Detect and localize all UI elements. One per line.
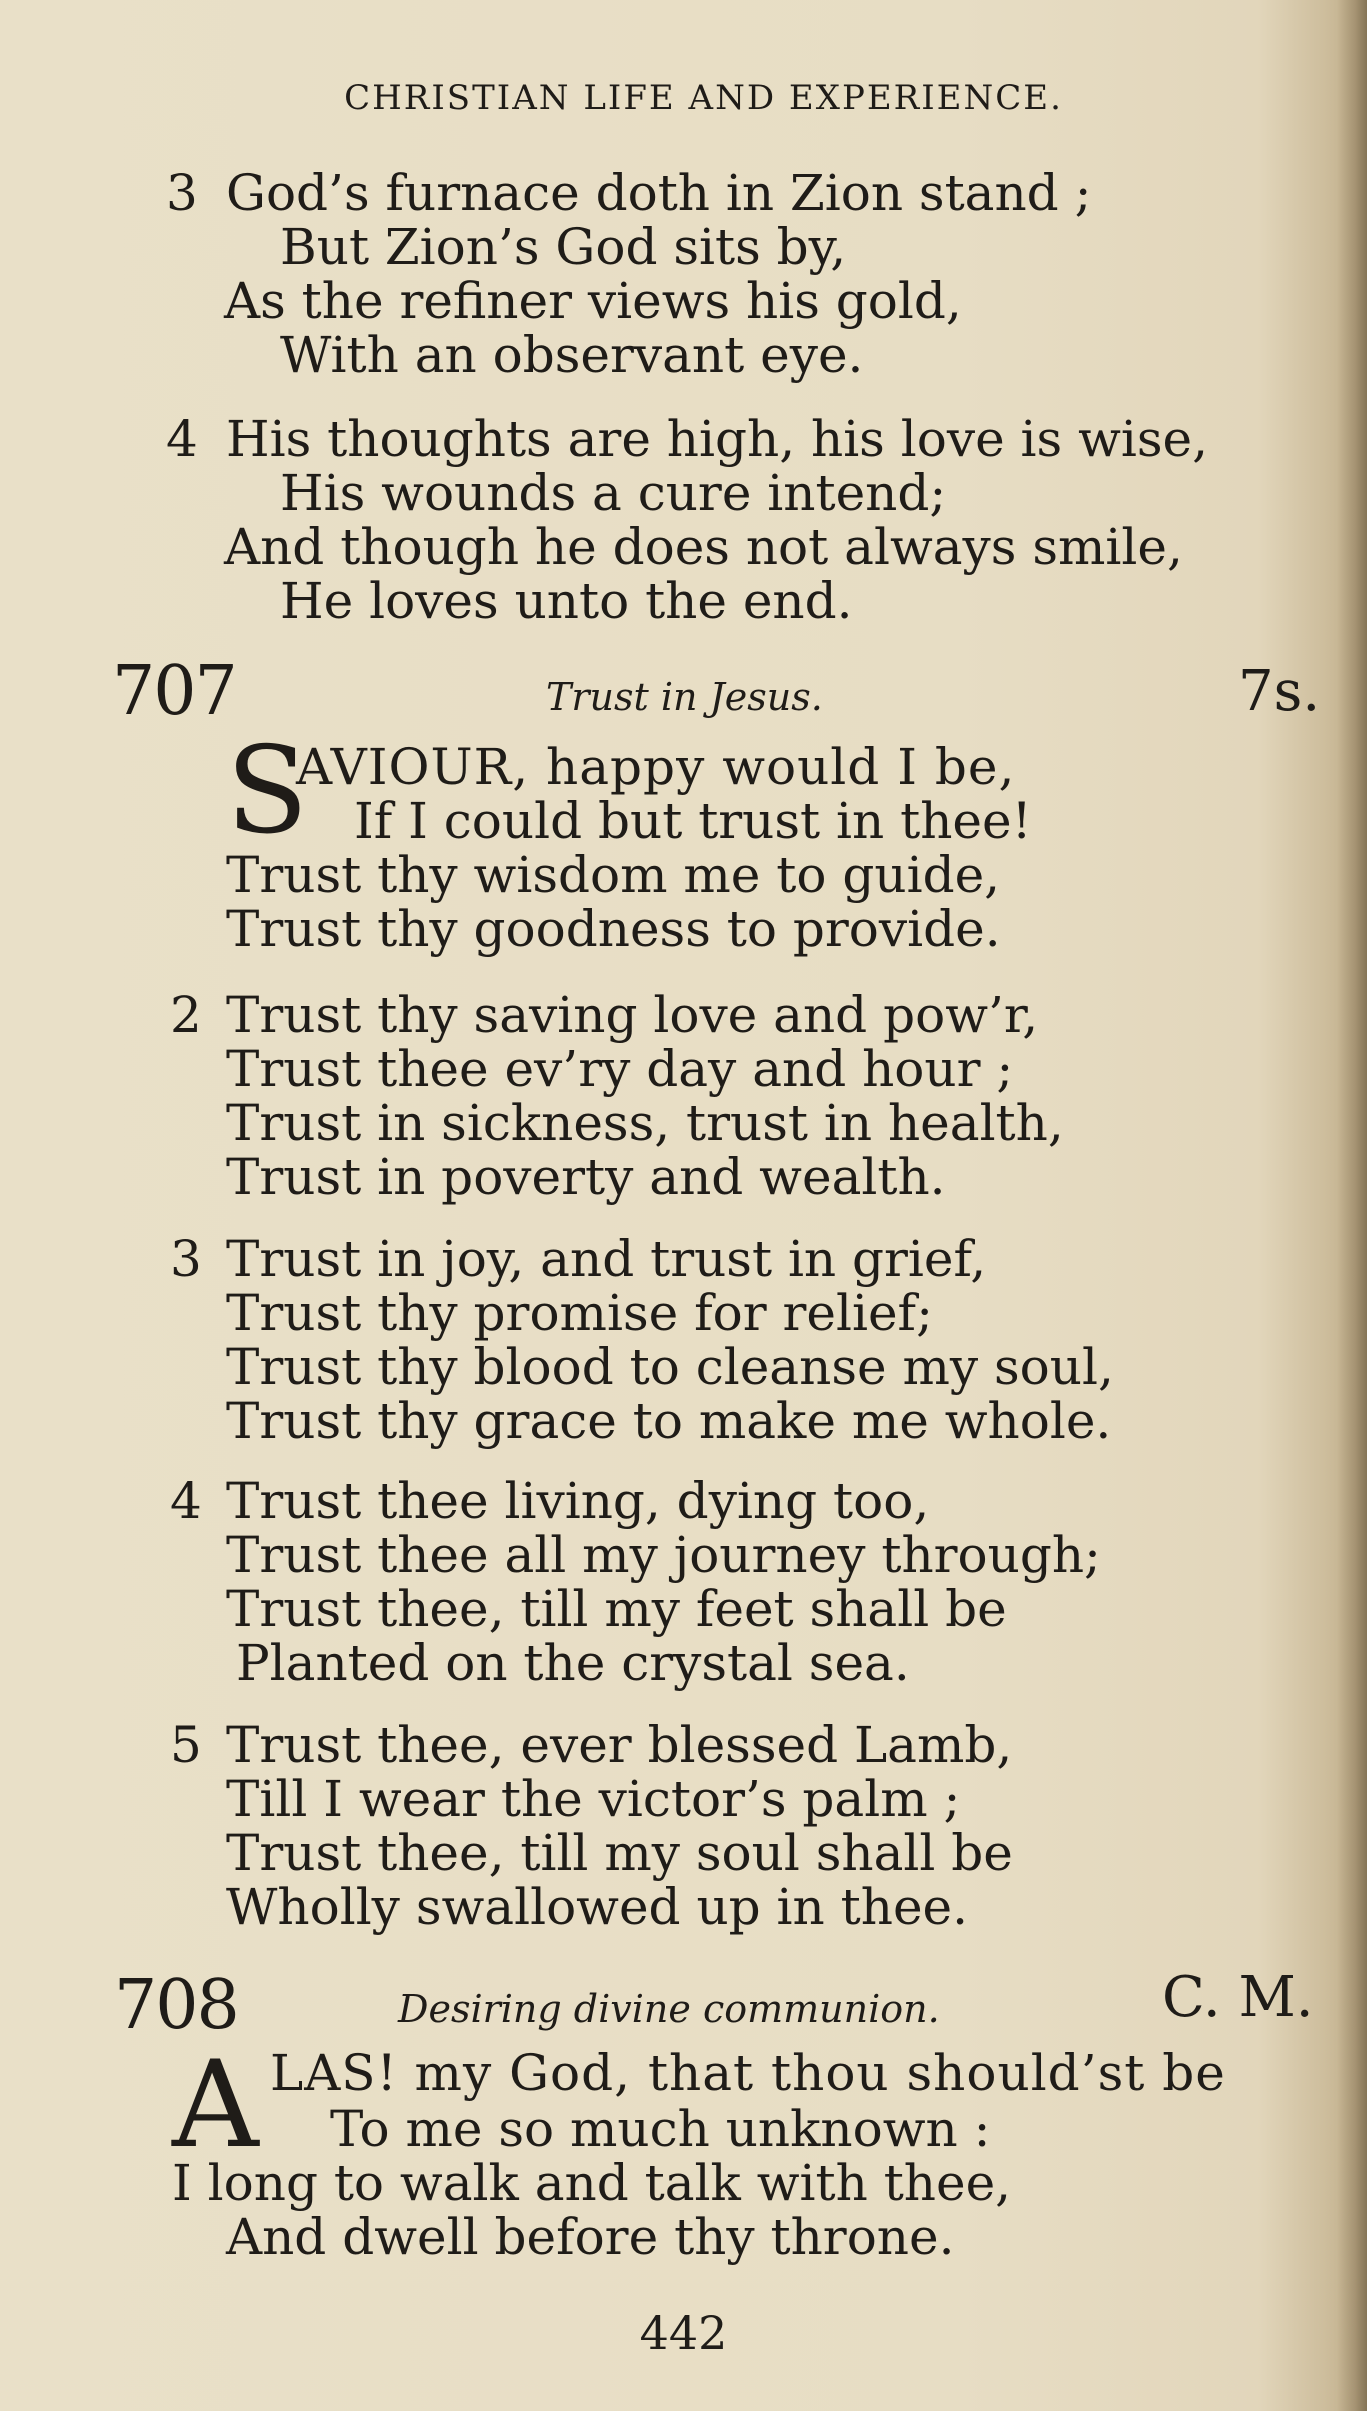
verse-line: Trust thy promise for relief; xyxy=(226,1284,933,1342)
verse-line: He loves unto the end. xyxy=(280,572,853,630)
verse-line: God’s furnace doth in Zion stand ; xyxy=(226,164,1092,222)
verse-line: Trust thy saving love and pow’r, xyxy=(226,986,1039,1044)
verse-line: AVIOUR, happy would I be, xyxy=(296,738,1016,796)
drop-cap: S xyxy=(226,722,309,861)
verse-number: 2 xyxy=(170,986,202,1044)
verse-line: Trust thee, till my soul shall be xyxy=(226,1824,1013,1882)
running-header: CHRISTIAN LIFE AND EXPERIENCE. xyxy=(344,78,1063,118)
hymn-number: 708 xyxy=(114,1966,238,2045)
verse-line: Trust thy goodness to provide. xyxy=(226,900,1001,958)
verse-line: Planted on the crystal sea. xyxy=(236,1634,910,1692)
verse-line: As the refiner views his gold, xyxy=(224,272,962,330)
hymn-meter: 7s. xyxy=(1238,659,1321,724)
verse-number: 4 xyxy=(170,1472,202,1530)
verse-line: To me so much unknown : xyxy=(330,2100,991,2158)
verse-line: Wholly swallowed up in thee. xyxy=(226,1878,969,1936)
verse-line: Trust thee, ever blessed Lamb, xyxy=(226,1716,1013,1774)
hymn-title: Desiring divine communion. xyxy=(398,1987,940,2031)
verse-line: Trust thee all my journey through; xyxy=(226,1526,1101,1584)
verse-line: Trust thee living, dying too, xyxy=(226,1472,930,1530)
verse-line: LAS! my God, that thou should’st be xyxy=(270,2044,1226,2102)
page-edge-shadow xyxy=(1337,0,1367,2411)
drop-cap: A xyxy=(172,2036,259,2175)
hymn-title: Trust in Jesus. xyxy=(546,675,823,719)
verse-line: Trust thy blood to cleanse my soul, xyxy=(226,1338,1114,1396)
verse-line: His thoughts are high, his love is wise, xyxy=(226,410,1209,468)
verse-line: Trust thy wisdom me to guide, xyxy=(226,846,1001,904)
verse-line: I long to walk and talk with thee, xyxy=(172,2154,1012,2212)
verse-line: But Zion’s God sits by, xyxy=(280,218,847,276)
verse-number: 3 xyxy=(170,1230,202,1288)
verse-number: 4 xyxy=(166,410,198,468)
verse-line: Trust thee ev’ry day and hour ; xyxy=(226,1040,1014,1098)
hymn-number: 707 xyxy=(112,652,236,731)
page-number: 442 xyxy=(639,2306,728,2360)
verse-line: Till I wear the victor’s palm ; xyxy=(226,1770,961,1828)
verse-line: With an observant eye. xyxy=(280,326,864,384)
verse-line: And though he does not always smile, xyxy=(224,518,1183,576)
verse-number: 3 xyxy=(166,164,198,222)
verse-line: And dwell before thy throne. xyxy=(226,2208,955,2266)
verse-line: Trust in poverty and wealth. xyxy=(226,1148,946,1206)
verse-line: Trust thy grace to make me whole. xyxy=(226,1392,1112,1450)
verse-line: Trust in joy, and trust in grief, xyxy=(226,1230,987,1288)
hymn-meter: C. M. xyxy=(1162,1965,1314,2030)
verse-number: 5 xyxy=(170,1716,202,1774)
verse-line: Trust in sickness, trust in health, xyxy=(226,1094,1064,1152)
verse-line: If I could but trust in thee! xyxy=(354,792,1032,850)
verse-line: His wounds a cure intend; xyxy=(280,464,947,522)
verse-line: Trust thee, till my feet shall be xyxy=(226,1580,1007,1638)
